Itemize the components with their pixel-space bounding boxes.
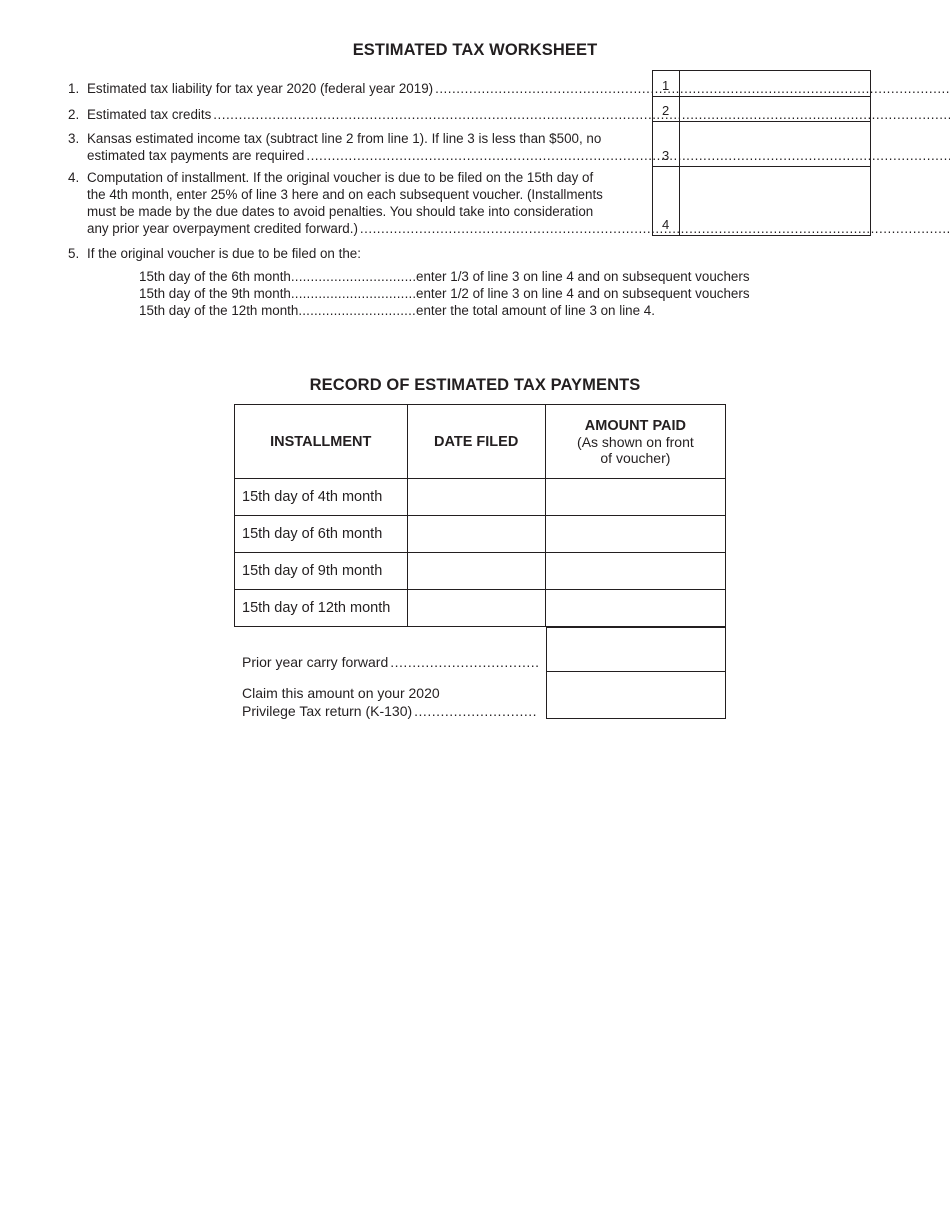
worksheet-line-2 <box>68 106 640 123</box>
date-filed-cell[interactable] <box>407 553 545 590</box>
line-number: 4. <box>68 170 80 185</box>
line-number: 3. <box>68 131 80 146</box>
col-date-filed: DATE FILED <box>407 405 545 479</box>
installment-cell: 15th day of 12th month <box>235 590 408 627</box>
entry-label: 2 <box>662 103 670 118</box>
worksheet-title: ESTIMATED TAX WORKSHEET <box>352 41 598 59</box>
line-text: must be made by the due dates to avoid penalties. You should take into consideration <box>87 204 594 219</box>
entry-row-3 <box>653 122 870 167</box>
schedule-then: enter 1/3 of line 3 on line 4 and on subsequent vouchers <box>416 269 750 284</box>
line-number: 2. <box>68 107 80 122</box>
amount-paid-cell[interactable] <box>545 516 725 553</box>
schedule-when: 15th day of the 6th month <box>139 269 291 284</box>
amount-paid-note-2: of voucher) <box>600 449 671 466</box>
line-4-field[interactable] <box>680 167 870 235</box>
table-row <box>235 516 726 553</box>
schedule-then: enter the total amount of line 3 on line 4. <box>416 303 655 318</box>
worksheet-entry-boxes <box>652 70 871 236</box>
line-text: If the original voucher is due to be filed on the: <box>87 246 361 261</box>
worksheet-line-3 <box>68 130 640 164</box>
claim-text-1: Claim this amount on your 2020 <box>242 685 440 701</box>
line-number: 1. <box>68 81 80 96</box>
installment-cell: 15th day of 4th month <box>235 479 408 516</box>
claim-amount-label <box>242 684 538 720</box>
line-text: Computation of installment. If the original voucher is due to be filed on the 15th day of <box>87 170 594 185</box>
table-row <box>235 553 726 590</box>
schedule-when: 15th day of the 9th month <box>139 286 291 301</box>
carry-forward-text: Prior year carry forward <box>242 654 389 670</box>
col-installment: INSTALLMENT <box>235 405 408 479</box>
record-title: RECORD OF ESTIMATED TAX PAYMENTS <box>309 376 641 394</box>
line-text: estimated tax payments are required <box>87 148 305 163</box>
installment-cell: 15th day of 6th month <box>235 516 408 553</box>
line-text: Estimated tax liability for tax year 2020 (federal year 2019) <box>87 81 434 96</box>
installment-cell: 15th day of 9th month <box>235 553 408 590</box>
line-2-field[interactable] <box>680 97 870 121</box>
carry-forward-field[interactable] <box>546 627 726 672</box>
carry-forward-label <box>242 653 538 671</box>
claim-amount-field[interactable] <box>546 671 726 719</box>
worksheet-line-5 <box>68 245 640 262</box>
amount-paid-heading: AMOUNT PAID <box>584 417 687 434</box>
entry-row-2 <box>653 97 870 122</box>
line-number: 5. <box>68 246 80 261</box>
amount-paid-cell[interactable] <box>545 590 725 627</box>
table-row <box>235 590 726 627</box>
claim-text-2: Privilege Tax return (K-130) <box>242 703 413 719</box>
line-3-field[interactable] <box>680 122 870 166</box>
entry-label: 1 <box>662 78 670 93</box>
date-filed-cell[interactable] <box>407 590 545 627</box>
worksheet-line-4 <box>68 169 640 237</box>
schedule-when: 15th day of the 12th month <box>139 303 299 318</box>
worksheet-line-1 <box>68 80 640 97</box>
date-filed-cell[interactable] <box>407 516 545 553</box>
amount-paid-cell[interactable] <box>545 553 725 590</box>
line-text: the 4th month, enter 25% of line 3 here and on each subsequent voucher. (Installments <box>87 187 603 202</box>
entry-label: 4 <box>662 217 670 232</box>
entry-label: 3 <box>662 148 670 163</box>
line-text: Estimated tax credits <box>87 107 212 122</box>
table-row <box>235 479 726 516</box>
col-amount-paid <box>545 405 725 479</box>
entry-row-4 <box>653 167 870 235</box>
line-1-field[interactable] <box>680 71 870 96</box>
schedule-then: enter 1/2 of line 3 on line 4 and on subsequent vouchers <box>416 286 750 301</box>
amount-paid-note-1: (As shown on front <box>577 433 694 450</box>
entry-row-1 <box>653 71 870 97</box>
table-header-row <box>235 405 726 479</box>
line-text: Kansas estimated income tax (subtract line 2 from line 1). If line 3 is less than $500, no <box>87 131 602 146</box>
line-text: any prior year overpayment credited forward.) <box>87 221 358 236</box>
payments-table <box>234 404 726 627</box>
date-filed-cell[interactable] <box>407 479 545 516</box>
amount-paid-cell[interactable] <box>545 479 725 516</box>
